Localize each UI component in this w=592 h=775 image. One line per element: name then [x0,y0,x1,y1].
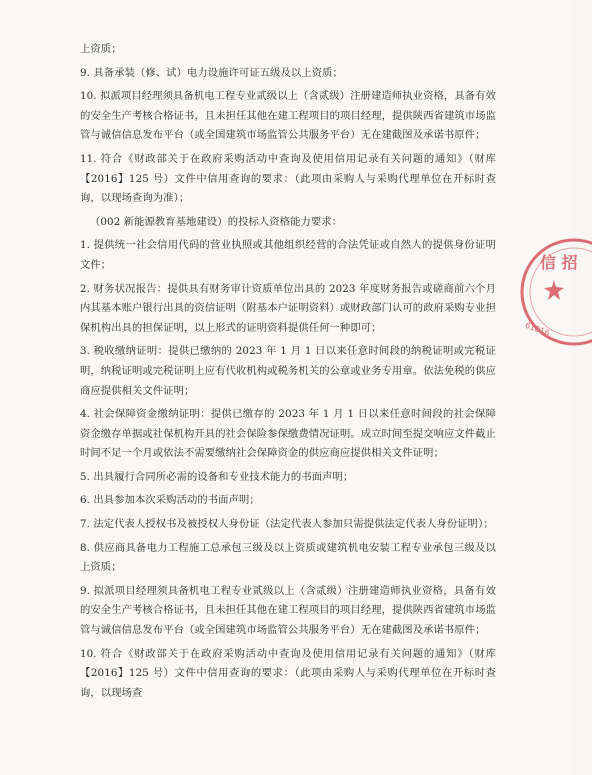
red-seal-stamp [512,232,592,352]
paragraph-4: （002 新能源教育基地建设）的投标人资格能力要求： [90,215,343,228]
paragraph-6: 2. 财务状况报告：提供具有财务审计资质单位出具的 2023 年度财务报告或磋商前六个月内其基本账户银行出具的资信证明（附基本户证明资料）或财政部门认可的政府采购专业担保机构出具的担保证明，以上形式的证明资料提供任何一种即可； [80,282,496,334]
paragraph-9: 5. 出具履行合同所必需的设备和专业技术能力的书面声明； [80,470,354,483]
paragraph-5: 1. 提供统一社会信用代码的营业执照或其他组织经营的合法凭证或自然人的提供身份证明文件； [80,239,496,271]
paragraph-10: 6. 出具参加本次采购活动的书面声明； [80,494,260,507]
paragraph-1: 9. 具备承装（修、试）电力设施许可证五级及以上资质； [80,66,343,79]
paragraph-2: 10. 拟派项目经理须具备机电工程专业贰级以上（含贰级）注册建造师执业资格，具备有效的安全生产考核合格证书，且未担任其他在建工程项目的项目经理，提供陕西省建筑市场监管与诚信信息发布平台（或全国建筑市场监管公共服务平台）无在建截图及承诺书原件； [80,90,496,142]
paragraph-8: 4. 社会保障资金缴纳证明：提供已缴存的 2023 年 1 月 1 日以来任意时间段的社会保障资金缴存单据或社保机构开具的社会保险参保缴费情况证明。成立时间至提交响应文件截止时间不足一个月或依法不需要缴纳社会保障资金的供应商应提供相关文件证明； [80,408,496,460]
paragraph-0: 上资质； [80,43,122,55]
paragraph-3: 11. 符合《财政部关于在政府采购活动中查询及使用信用记录有关问题的通知》（财库【2016】125 号）文件中信用查询的要求：（此项由采购人与采购代理单位在开标时查询，以现场查询为准）； [80,152,496,205]
seal-glyphs: 信 招 [540,253,578,272]
paragraph-13: 9. 拟派项目经理须具备机电工程专业贰级以上（含贰级）注册建造师执业资格，具备有效的安全生产考核合格证书，且未担任其他在建工程项目的项目经理，提供陕西省建筑市场监管与诚信信息发布平台（或全国建筑市场监管公共服务平台）无在建截图及承诺书原件； [80,584,496,637]
paragraph-7: 3. 税收缴纳证明：提供已缴纳的 2023 年 1 月 1 日以来任意时间段的纳税证明或完税证明，纳税证明或完税证明上应有代收机构或税务机关的公章或业务专用章。依法免税的供应商应提供相关文件证明； [80,345,496,397]
paragraph-12: 8. 供应商具备电力工程施工总承包三级及以上资质或建筑机电安装工程专业承包三级及以上资质； [80,541,496,574]
paragraph-11: 7. 法定代表人授权书及被授权人身份证（法定代表人参加只需提供法定代表人身份证明）； [80,518,494,531]
document-body [80,40,496,703]
seal-code: 61016 [523,320,551,338]
paragraph-14: 10. 符合《财政部关于在政府采购活动中查询及使用信用记录有关问题的通知》（财库【2016】125 号）文件中信用查询的要求：（此项由采购人与采购代理单位在开标时查询，以现场查 [80,647,496,699]
